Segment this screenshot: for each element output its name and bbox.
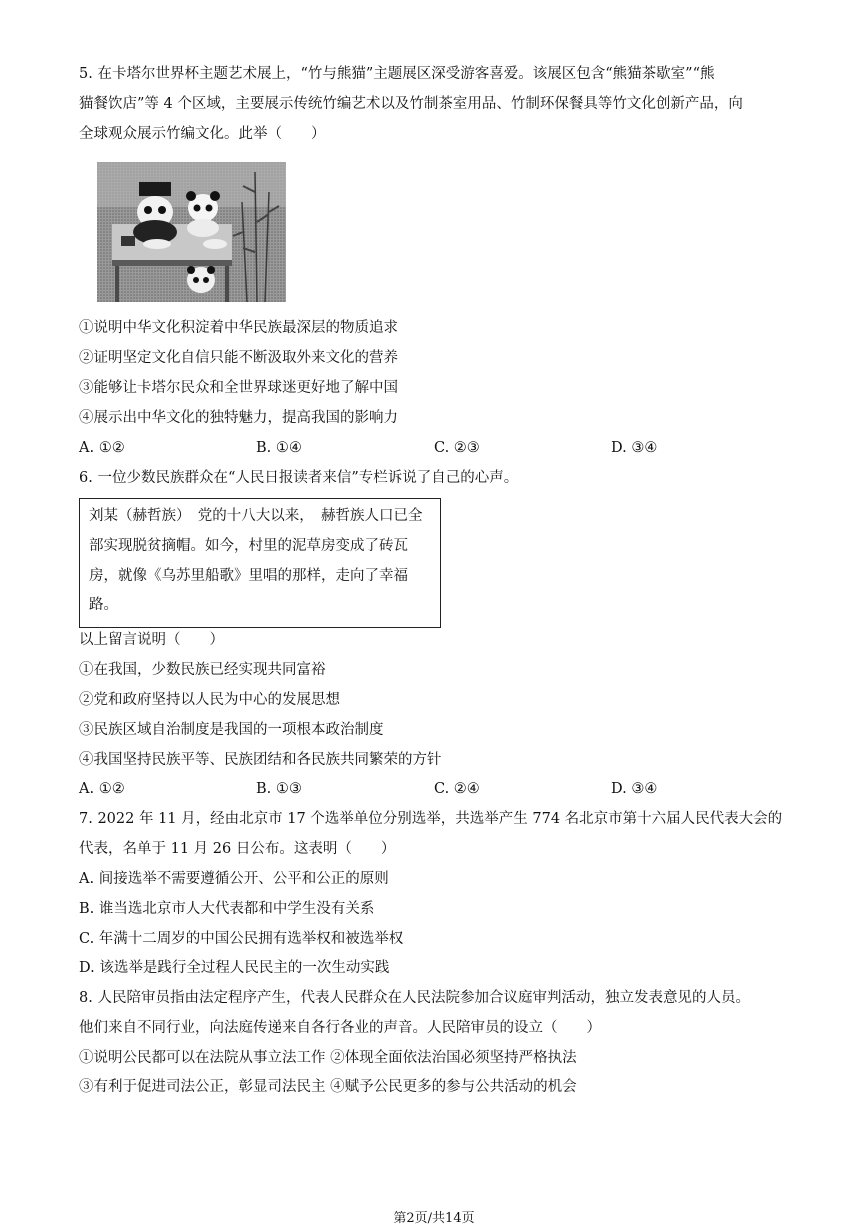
q6-item-2: ②党和政府坚持以人民为中心的发展思想 bbox=[79, 692, 340, 708]
q6-item-4: ④我国坚持民族平等、民族团结和各民族共同繁荣的方针 bbox=[79, 752, 442, 768]
q6-item-1: ①在我国，少数民族已经实现共同富裕 bbox=[79, 662, 326, 678]
q5-item-2: ②证明坚定文化自信只能不断汲取外来文化的营养 bbox=[79, 350, 398, 366]
q6-quote-line-2: 部实现脱贫摘帽。如今，村里的泥草房变成了砖瓦 bbox=[89, 538, 408, 554]
q5-option-b[interactable]: B. ①④ bbox=[256, 440, 302, 456]
q8-stem-line-1: 8. 人民陪审员指由法定程序产生，代表人民群众在人民法院参加合议庭审判活动，独立发表意见的人员。 bbox=[79, 990, 750, 1006]
q6-stem: 6. 一位少数民族群众在“人民日报读者来信”专栏诉说了自己的心声。 bbox=[79, 470, 519, 486]
q5-stem-line-2: 猫餐饮店”等 4 个区域，主要展示传统竹编艺术以及竹制茶室用品、竹制环保餐具等竹文化创新产品，向 bbox=[79, 96, 743, 112]
page-footer: 第2页/共14页 bbox=[393, 1211, 475, 1226]
q5-item-4: ④展示出中华文化的独特魅力，提高我国的影响力 bbox=[79, 410, 398, 426]
panda-exhibit-photo bbox=[97, 162, 286, 302]
q6-quote-line-1: 刘某（赫哲族） 党的十八大以来， 赫哲族人口已全 bbox=[89, 508, 423, 524]
q6-option-b[interactable]: B. ①③ bbox=[256, 781, 302, 797]
q6-quote-line-4: 路。 bbox=[89, 597, 118, 613]
q5-stem-line-1: 5. 在卡塔尔世界杯主题艺术展上，“竹与熊猫”主题展区深受游客喜爱。该展区包含“熊猫茶歇室”“熊 bbox=[79, 66, 715, 82]
q8-stem-line-2: 他们来自不同行业，向法庭传递来自各行各业的声音。人民陪审员的设立（ ） bbox=[79, 1020, 601, 1036]
q6-option-c[interactable]: C. ②④ bbox=[434, 781, 480, 797]
q7-stem-line-1: 7. 2022 年 11 月，经由北京市 17 个选举单位分别选举，共选举产生 774 名北京市第十六届人民代表大会的 bbox=[79, 811, 783, 827]
q7-option-a[interactable]: A. 间接选举不需要遵循公开、公平和公正的原则 bbox=[79, 871, 389, 887]
q5-item-3: ③能够让卡塔尔民众和全世界球迷更好地了解中国 bbox=[79, 380, 398, 396]
q7-option-d[interactable]: D. 该选举是践行全过程人民民主的一次生动实践 bbox=[79, 960, 390, 976]
q5-item-1: ①说明中华文化积淀着中华民族最深层的物质追求 bbox=[79, 320, 398, 336]
q5-stem-line-3: 全球观众展示竹编文化。此举（ ） bbox=[79, 126, 326, 142]
q6-option-d[interactable]: D. ③④ bbox=[611, 781, 658, 797]
q5-option-d[interactable]: D. ③④ bbox=[611, 440, 658, 456]
q8-items-line-1: ①说明公民都可以在法院从事立法工作 ②体现全面依法治国必须坚持严格执法 bbox=[79, 1050, 577, 1066]
q6-quote-line-3: 房，就像《乌苏里船歌》里唱的那样，走向了幸福 bbox=[89, 568, 408, 584]
q6-item-3: ③民族区域自治制度是我国的一项根本政治制度 bbox=[79, 722, 384, 738]
q7-option-c[interactable]: C. 年满十二周岁的中国公民拥有选举权和被选举权 bbox=[79, 931, 404, 947]
q5-option-c[interactable]: C. ②③ bbox=[434, 440, 480, 456]
q7-stem-line-2: 代表，名单于 11 月 26 日公布。这表明（ ） bbox=[79, 841, 396, 857]
q5-option-a[interactable]: A. ①② bbox=[79, 440, 125, 456]
q8-items-line-2: ③有利于促进司法公正，彰显司法民主 ④赋予公民更多的参与公共活动的机会 bbox=[79, 1079, 577, 1095]
q6-lead: 以上留言说明（ ） bbox=[79, 632, 224, 648]
q7-option-b[interactable]: B. 谁当选北京市人大代表都和中学生没有关系 bbox=[79, 901, 375, 917]
q6-option-a[interactable]: A. ①② bbox=[79, 781, 125, 797]
